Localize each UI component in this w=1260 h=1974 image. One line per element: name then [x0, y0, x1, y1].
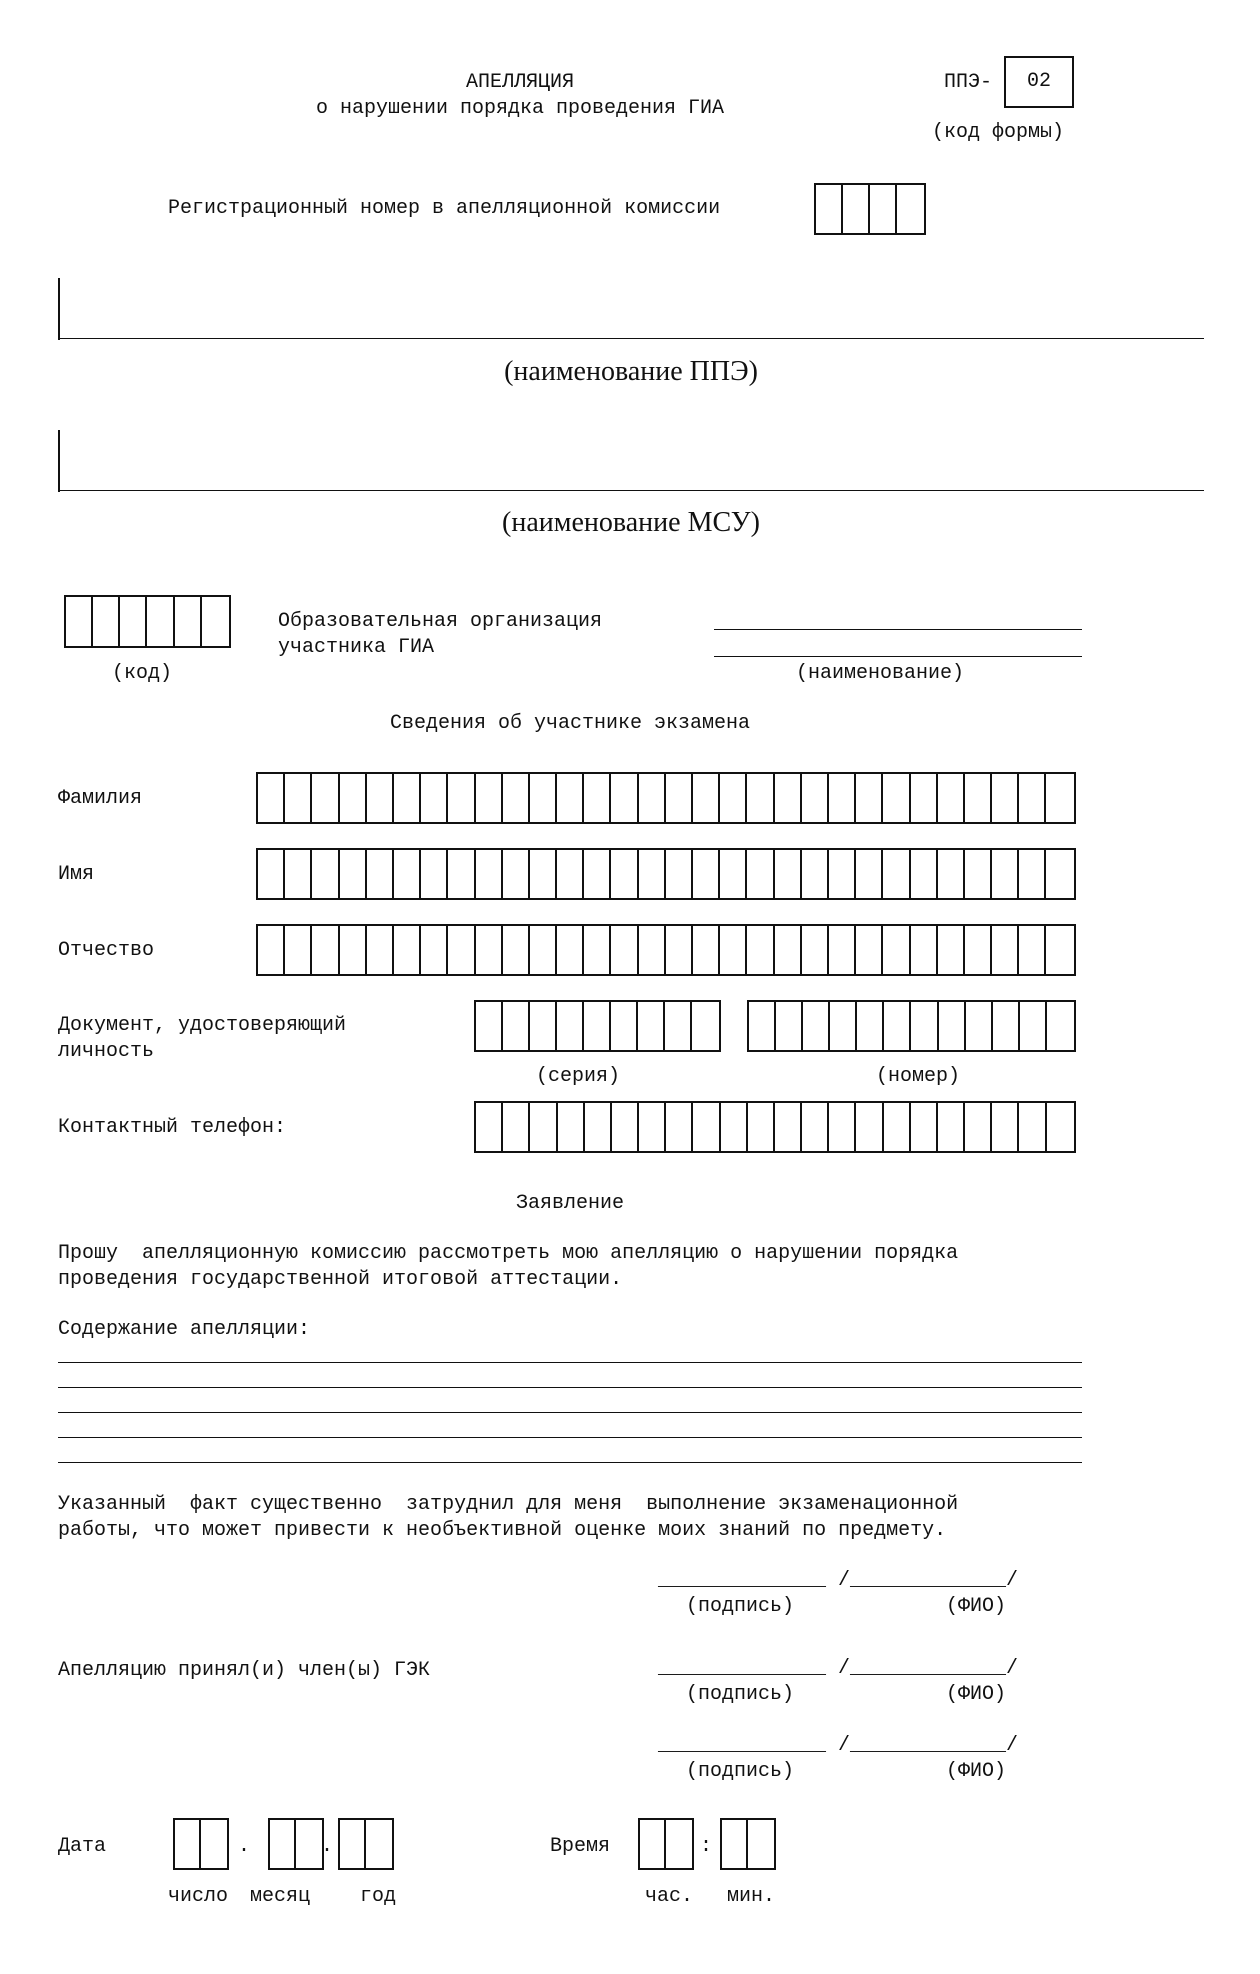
- letter-cell[interactable]: [476, 850, 503, 898]
- letter-cell[interactable]: [611, 1002, 638, 1050]
- organization-label-line2: участника ГИА: [278, 636, 435, 659]
- letter-cell[interactable]: [448, 926, 475, 974]
- letter-cell[interactable]: [884, 1002, 911, 1050]
- appeal-content-line[interactable]: [58, 1437, 1082, 1438]
- letter-cell[interactable]: [1046, 850, 1073, 898]
- letter-cell[interactable]: [612, 1103, 639, 1151]
- letter-cell[interactable]: [639, 1103, 666, 1151]
- organization-name-line-2[interactable]: [714, 656, 1082, 657]
- document-label-line1: Документ, удостоверяющий: [58, 1014, 347, 1037]
- time-separator: :: [700, 1835, 713, 1858]
- letter-cell[interactable]: [721, 1103, 748, 1151]
- gek-signature-line-1[interactable]: ______________ /_____________/: [658, 1657, 1019, 1680]
- letter-cell[interactable]: [803, 1002, 830, 1050]
- participant-section-title: Сведения об участнике экзамена: [389, 712, 751, 735]
- letter-cell[interactable]: [503, 774, 530, 822]
- letter-cell[interactable]: [476, 1103, 503, 1151]
- form-code-prefix: ППЭ-: [944, 71, 993, 94]
- letter-cell[interactable]: [638, 1002, 665, 1050]
- letter-cell[interactable]: [584, 926, 611, 974]
- accepted-label: Апелляцию принял(и) член(ы) ГЭК: [58, 1659, 431, 1682]
- letter-cell[interactable]: [992, 926, 1019, 974]
- letter-cell[interactable]: [285, 774, 312, 822]
- letter-cell[interactable]: [666, 850, 693, 898]
- letter-cell[interactable]: [911, 926, 938, 974]
- date-day-cells[interactable]: [173, 1818, 229, 1870]
- gek-fio-caption-1: (ФИО): [946, 1683, 1007, 1706]
- appeal-content-label: Содержание апелляции:: [58, 1318, 311, 1341]
- letter-cell[interactable]: [693, 774, 720, 822]
- letter-cell[interactable]: [966, 1002, 993, 1050]
- letter-cell[interactable]: [938, 1103, 965, 1151]
- letter-cell[interactable]: [720, 926, 747, 974]
- appeal-content-line[interactable]: [58, 1412, 1082, 1413]
- letter-cell[interactable]: [911, 1002, 938, 1050]
- form-subtitle: о нарушении порядка проведения ГИА: [315, 97, 725, 120]
- letter-cell[interactable]: [611, 850, 638, 898]
- letter-cell[interactable]: [66, 597, 93, 646]
- letter-cell[interactable]: [558, 1103, 585, 1151]
- surname-label: Фамилия: [58, 787, 143, 810]
- letter-cell[interactable]: [639, 850, 666, 898]
- letter-cell[interactable]: [843, 185, 870, 233]
- letter-cell[interactable]: [829, 926, 856, 974]
- letter-cell[interactable]: [503, 850, 530, 898]
- ppe-name-line[interactable]: [58, 338, 1204, 339]
- letter-cell[interactable]: [530, 926, 557, 974]
- date-day-caption: число: [168, 1885, 229, 1908]
- letter-cell[interactable]: [720, 774, 747, 822]
- letter-cell[interactable]: [394, 850, 421, 898]
- organization-name-line-1[interactable]: [714, 629, 1082, 630]
- document-series-cells[interactable]: [474, 1000, 721, 1052]
- letter-cell[interactable]: [639, 926, 666, 974]
- letter-cell[interactable]: [802, 1103, 829, 1151]
- letter-cell[interactable]: [802, 774, 829, 822]
- letter-cell[interactable]: [856, 774, 883, 822]
- letter-cell[interactable]: [503, 926, 530, 974]
- letter-cell[interactable]: [829, 1103, 856, 1151]
- date-separator: .: [238, 1835, 251, 1858]
- gek-signature-caption-1: (подпись): [686, 1683, 795, 1706]
- letter-cell[interactable]: [939, 1002, 966, 1050]
- letter-cell[interactable]: [775, 926, 802, 974]
- letter-cell[interactable]: [476, 926, 503, 974]
- letter-cell[interactable]: [147, 597, 174, 646]
- letter-cell[interactable]: [340, 926, 367, 974]
- appeal-content-line[interactable]: [58, 1362, 1082, 1363]
- statement-title: Заявление: [515, 1192, 625, 1215]
- letter-cell[interactable]: [884, 1103, 911, 1151]
- first-name-label: Имя: [58, 863, 95, 886]
- letter-cell[interactable]: [367, 850, 394, 898]
- letter-cell[interactable]: [530, 1103, 557, 1151]
- letter-cell[interactable]: [530, 850, 557, 898]
- letter-cell[interactable]: [421, 774, 448, 822]
- letter-cell[interactable]: [747, 774, 774, 822]
- letter-cell[interactable]: [911, 1103, 938, 1151]
- letter-cell[interactable]: [394, 774, 421, 822]
- letter-cell[interactable]: [120, 597, 147, 646]
- letter-cell[interactable]: [883, 926, 910, 974]
- letter-cell[interactable]: [175, 597, 202, 646]
- letter-cell[interactable]: [202, 597, 229, 646]
- letter-cell[interactable]: [584, 1002, 611, 1050]
- letter-cell[interactable]: [665, 1002, 692, 1050]
- letter-cell[interactable]: [666, 1103, 693, 1151]
- first-name-cells[interactable]: [256, 848, 1076, 900]
- statement-line1: Прошу апелляционную комиссию рассмотреть мою апелляцию о нарушении порядка: [58, 1242, 959, 1265]
- letter-cell[interactable]: [747, 850, 774, 898]
- letter-cell[interactable]: [557, 774, 584, 822]
- letter-cell[interactable]: [1019, 850, 1046, 898]
- phone-cells[interactable]: [474, 1101, 1076, 1153]
- surname-cells[interactable]: [256, 772, 1076, 824]
- letter-cell[interactable]: [367, 926, 394, 974]
- participant-signature-caption: (подпись): [686, 1595, 795, 1618]
- letter-cell[interactable]: [366, 1820, 392, 1868]
- letter-cell[interactable]: [448, 850, 475, 898]
- letter-cell[interactable]: [666, 926, 693, 974]
- letter-cell[interactable]: [748, 1820, 774, 1868]
- letter-cell[interactable]: [530, 774, 557, 822]
- letter-cell[interactable]: [992, 1103, 1019, 1151]
- form-code-box: 02: [1004, 56, 1074, 108]
- letter-cell[interactable]: [476, 1002, 503, 1050]
- participant-signature-line[interactable]: ______________ /_____________/: [658, 1569, 1019, 1592]
- form-code-caption: (код формы): [932, 121, 1065, 144]
- letter-cell[interactable]: [312, 850, 339, 898]
- gek-fio-caption-2: (ФИО): [946, 1760, 1007, 1783]
- letter-cell[interactable]: [584, 774, 611, 822]
- letter-cell[interactable]: [938, 850, 965, 898]
- letter-cell[interactable]: [856, 926, 883, 974]
- letter-cell[interactable]: [1046, 926, 1073, 974]
- appeal-content-line[interactable]: [58, 1462, 1082, 1463]
- letter-cell[interactable]: [1020, 1002, 1047, 1050]
- letter-cell[interactable]: [748, 1103, 775, 1151]
- msu-name-bracket: [58, 430, 60, 492]
- organization-code-cells[interactable]: [64, 595, 231, 648]
- fact-line1: Указанный факт существенно затруднил для меня выполнение экзаменационной: [58, 1493, 959, 1516]
- letter-cell[interactable]: [856, 1103, 883, 1151]
- letter-cell[interactable]: [201, 1820, 227, 1868]
- letter-cell[interactable]: [749, 1002, 776, 1050]
- letter-cell[interactable]: [312, 774, 339, 822]
- letter-cell[interactable]: [829, 850, 856, 898]
- letter-cell[interactable]: [911, 850, 938, 898]
- fact-line2: работы, что может привести к необъективной оценке моих знаний по предмету.: [58, 1519, 947, 1542]
- letter-cell[interactable]: [640, 1820, 666, 1868]
- letter-cell[interactable]: [285, 850, 312, 898]
- letter-cell[interactable]: [856, 850, 883, 898]
- letter-cell[interactable]: [816, 185, 843, 233]
- letter-cell[interactable]: [965, 1103, 992, 1151]
- letter-cell[interactable]: [938, 774, 965, 822]
- letter-cell[interactable]: [394, 926, 421, 974]
- letter-cell[interactable]: [802, 926, 829, 974]
- date-month-caption: месяц: [250, 1885, 311, 1908]
- letter-cell[interactable]: [775, 774, 802, 822]
- document-number-caption: (номер): [876, 1065, 961, 1088]
- time-minute-cells[interactable]: [720, 1818, 776, 1870]
- letter-cell[interactable]: [175, 1820, 201, 1868]
- letter-cell[interactable]: [775, 850, 802, 898]
- date-year-caption: год: [360, 1885, 397, 1908]
- phone-label: Контактный телефон:: [58, 1116, 287, 1139]
- letter-cell[interactable]: [340, 774, 367, 822]
- letter-cell[interactable]: [666, 774, 693, 822]
- letter-cell[interactable]: [965, 926, 992, 974]
- letter-cell[interactable]: [666, 1820, 692, 1868]
- document-label-line2: личность: [58, 1040, 155, 1063]
- letter-cell[interactable]: [340, 1820, 366, 1868]
- letter-cell[interactable]: [1046, 774, 1073, 822]
- letter-cell[interactable]: [584, 850, 611, 898]
- ppe-name-bracket: [58, 278, 60, 340]
- date-label: Дата: [58, 1835, 107, 1858]
- appeal-content-line[interactable]: [58, 1387, 1082, 1388]
- letter-cell[interactable]: [530, 1002, 557, 1050]
- organization-code-caption: (код): [112, 662, 173, 685]
- gek-signature-caption-2: (подпись): [686, 1760, 795, 1783]
- letter-cell[interactable]: [747, 926, 774, 974]
- letter-cell[interactable]: [611, 926, 638, 974]
- ppe-name-caption: (наименование ППЭ): [504, 356, 758, 387]
- date-month-cells[interactable]: [268, 1818, 324, 1870]
- organization-name-caption: (наименование): [796, 662, 965, 685]
- letter-cell[interactable]: [1019, 1103, 1046, 1151]
- msu-name-caption: (наименование МСУ): [502, 507, 760, 538]
- letter-cell[interactable]: [421, 926, 448, 974]
- date-separator: .: [321, 1835, 334, 1858]
- letter-cell[interactable]: [1019, 926, 1046, 974]
- letter-cell[interactable]: [776, 1002, 803, 1050]
- letter-cell[interactable]: [557, 1002, 584, 1050]
- letter-cell[interactable]: [340, 850, 367, 898]
- statement-line2: проведения государственной итоговой аттестации.: [58, 1268, 623, 1291]
- time-minute-caption: мин.: [727, 1885, 776, 1908]
- patronymic-label: Отчество: [58, 939, 155, 962]
- letter-cell[interactable]: [611, 774, 638, 822]
- letter-cell[interactable]: [722, 1820, 748, 1868]
- letter-cell[interactable]: [857, 1002, 884, 1050]
- letter-cell[interactable]: [585, 1103, 612, 1151]
- letter-cell[interactable]: [258, 774, 285, 822]
- patronymic-cells[interactable]: [256, 924, 1076, 976]
- document-number-cells[interactable]: [747, 1000, 1076, 1052]
- letter-cell[interactable]: [93, 597, 120, 646]
- letter-cell[interactable]: [965, 774, 992, 822]
- letter-cell[interactable]: [503, 1103, 530, 1151]
- time-hour-cells[interactable]: [638, 1818, 694, 1870]
- letter-cell[interactable]: [692, 1002, 719, 1050]
- letter-cell[interactable]: [448, 774, 475, 822]
- letter-cell[interactable]: [476, 774, 503, 822]
- letter-cell[interactable]: [883, 850, 910, 898]
- letter-cell[interactable]: [285, 926, 312, 974]
- letter-cell[interactable]: [1047, 1002, 1074, 1050]
- letter-cell[interactable]: [693, 1103, 720, 1151]
- time-hour-caption: час.: [645, 1885, 694, 1908]
- organization-label-line1: Образовательная организация: [278, 610, 603, 633]
- msu-name-line[interactable]: [58, 490, 1204, 491]
- letter-cell[interactable]: [992, 774, 1019, 822]
- letter-cell[interactable]: [938, 926, 965, 974]
- time-label: Время: [550, 1835, 611, 1858]
- letter-cell[interactable]: [802, 850, 829, 898]
- letter-cell[interactable]: [993, 1002, 1020, 1050]
- letter-cell[interactable]: [421, 850, 448, 898]
- registration-label: Регистрационный номер в апелляционной комиссии: [168, 197, 721, 220]
- date-year-cells[interactable]: [338, 1818, 394, 1870]
- letter-cell[interactable]: [870, 185, 897, 233]
- letter-cell[interactable]: [270, 1820, 296, 1868]
- letter-cell[interactable]: [897, 185, 924, 233]
- letter-cell[interactable]: [830, 1002, 857, 1050]
- letter-cell[interactable]: [883, 774, 910, 822]
- letter-cell[interactable]: [312, 926, 339, 974]
- letter-cell[interactable]: [503, 1002, 530, 1050]
- letter-cell[interactable]: [965, 850, 992, 898]
- letter-cell[interactable]: [557, 926, 584, 974]
- letter-cell[interactable]: [557, 850, 584, 898]
- form-title: АПЕЛЛЯЦИЯ: [465, 71, 575, 94]
- letter-cell[interactable]: [693, 926, 720, 974]
- gek-signature-line-2[interactable]: ______________ /_____________/: [658, 1734, 1019, 1757]
- letter-cell[interactable]: [258, 926, 285, 974]
- letter-cell[interactable]: [911, 774, 938, 822]
- letter-cell[interactable]: [1047, 1103, 1074, 1151]
- document-series-caption: (серия): [536, 1065, 621, 1088]
- letter-cell[interactable]: [258, 850, 285, 898]
- letter-cell[interactable]: [829, 774, 856, 822]
- registration-number-cells[interactable]: [814, 183, 926, 235]
- letter-cell[interactable]: [639, 774, 666, 822]
- letter-cell[interactable]: [693, 850, 720, 898]
- letter-cell[interactable]: [296, 1820, 322, 1868]
- participant-fio-caption: (ФИО): [946, 1595, 1007, 1618]
- letter-cell[interactable]: [992, 850, 1019, 898]
- letter-cell[interactable]: [1019, 774, 1046, 822]
- letter-cell[interactable]: [775, 1103, 802, 1151]
- letter-cell[interactable]: [720, 850, 747, 898]
- letter-cell[interactable]: [367, 774, 394, 822]
